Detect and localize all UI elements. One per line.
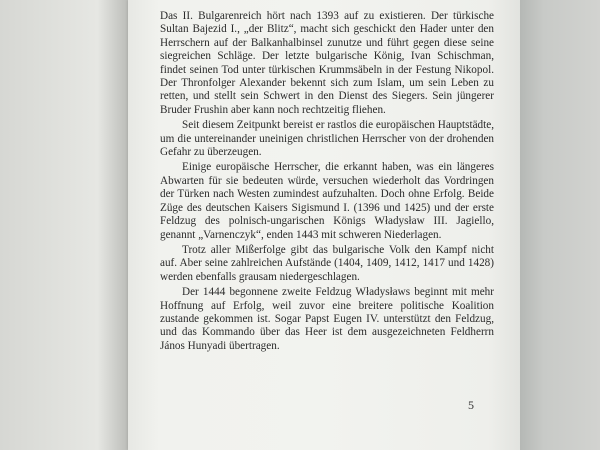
facing-page-edge [0,0,130,450]
paragraph-1: Das II. Bulgarenreich hört nach 1393 auf zu existieren. Der türkische Sultan Bajezid I., „der Blitz“, macht sich geschickt den Hader unter den Herrschern auf der Balkanhalbinsel zunutze und führt gegen diese seine siegreichen Schläge. Der letzte bulgarische König, Ivan Schischman, findet seinen Tod unter türkischen Krummsäbeln in der Festung Nikopol. Der Thronfolger Alexander bekennt sich zum Islam, um sein Leben zu retten, und stellt sein Schwert in den Dienst des Siegers. Sein jüngerer Bruder Frushin aber kann noch rechtzeitig fliehen. [160,10,494,116]
paragraph-4: Trotz aller Mißerfolge gibt das bulgarische Volk den Kampf nicht auf. Aber seine zahlreichen Aufstände (1404, 1409, 1412, 1417 und 1428) werden ebenfalls grausam niedergeschlagen. [160,243,494,283]
paragraph-5: Der 1444 begonnene zweite Feldzug Władysławs beginnt mit mehr Hoffnung auf Erfolg, weil zuvor eine breitere politische Koalition zustande gekommen ist. Sogar Papst Eugen IV. unterstützt den Feldzug, und das Kommando über das Heer ist dem ausgezeichneten Feldherrn János Hunyadi übertragen. [160,286,494,352]
page-number: 5 [468,398,474,412]
book-spine-edge [520,0,600,450]
page-text-block [160,10,494,355]
paragraph-2: Seit diesem Zeitpunkt bereist er rastlos die europäischen Hauptstädte, um die untereinander uneinigen christlichen Herrscher von der drohenden Gefahr zu überzeugen. [160,119,494,159]
paragraph-3: Einige europäische Herrscher, die erkannt haben, was ein längeres Abwarten für sie bedeuten würde, versuchen wiederholt das Vordringen der Türken nach Westen zumindest aufzuhalten. Doch ohne Erfolg. Beide Züge des deutschen Kaisers Sigismund I. (1396 und 1425) und der erste Feldzug des polnisch-ungarischen Königs Władysław III. Jagiello, genannt „Varnenczyk“, enden 1443 mit schweren Niederlagen. [160,161,494,241]
